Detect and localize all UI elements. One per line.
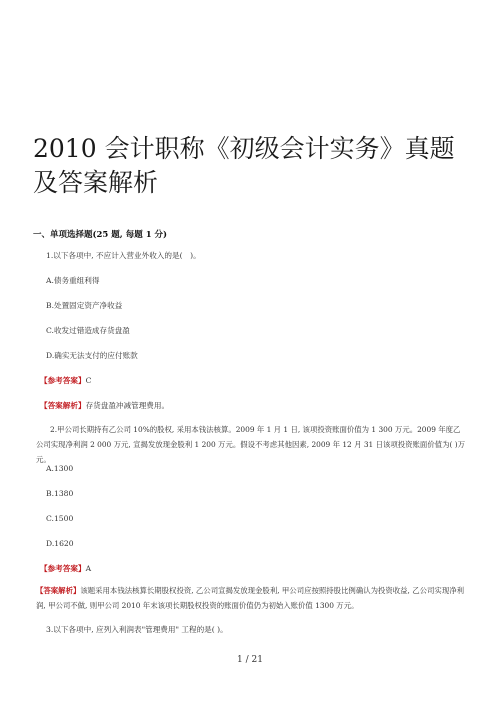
analysis-text: 存货盘盈冲减管理费用。 [85, 401, 170, 410]
analysis-text: 该题采用本钱法核算长期股权投资, 乙公司宣揭发放现金股利, 甲公司应按照持股比例确认为投资收益, 乙公司实现净利润, 甲公司不做, 则甲公司 2010 年末该项长期股权投资的账面价值仍为初始入账价值 1300 万元。 [36, 586, 464, 610]
question-1-answer [40, 376, 91, 386]
document-title: 2010 会计职称《初级会计实务》真题及答案解析 [33, 134, 455, 197]
answer-value: C [85, 376, 92, 385]
question-2-stem-text: 2.甲公司长期持有乙公司 10%的股权, 采用本钱法核算。2009 年 1 月 1 日, 该项投资账面价值为 1 300 万元。2009 年度乙公司实现净利润 2 000 万元, 宣揭发放现金股利 1 200 万元。假设不考虑其他因素, 2009 年 12 月 31 日该项投资账面价值为( )万元。 [36, 425, 466, 464]
question-1-analysis [40, 401, 169, 411]
question-1-stem: 1.以下各项中, 不应计入营业外收入的是( )。 [46, 251, 201, 260]
question-2-analysis [36, 583, 466, 613]
question-1-option-a: A.债务重组利得 [46, 276, 100, 285]
analysis-label: 【答案解析】 [40, 401, 86, 410]
question-2-option-c: C.1500 [46, 514, 74, 523]
question-1-option-b: B.处置固定资产净收益 [46, 301, 123, 310]
question-2-answer [40, 564, 91, 574]
page-number: 1 / 21 [237, 655, 263, 665]
question-3-stem: 3.以下各项中, 应列入利润表"管理费用" 工程的是( )。 [46, 625, 228, 634]
question-2-option-a: A.1300 [46, 464, 74, 473]
question-2-option-d: D.1620 [46, 539, 74, 548]
answer-label: 【参考答案】 [40, 564, 86, 573]
analysis-label: 【答案解析】 [36, 586, 81, 595]
question-1-option-d: D.确实无法支付的应付账款 [46, 351, 138, 360]
section-heading: 一、单项选择题(25 题, 每题 1 分) [33, 230, 168, 240]
question-1-option-c: C.收发过错造成存货盘盈 [46, 326, 130, 335]
answer-value: A [85, 564, 92, 573]
question-2-stem [36, 422, 466, 467]
question-2-option-b: B.1380 [46, 489, 74, 498]
answer-label: 【参考答案】 [40, 376, 86, 385]
